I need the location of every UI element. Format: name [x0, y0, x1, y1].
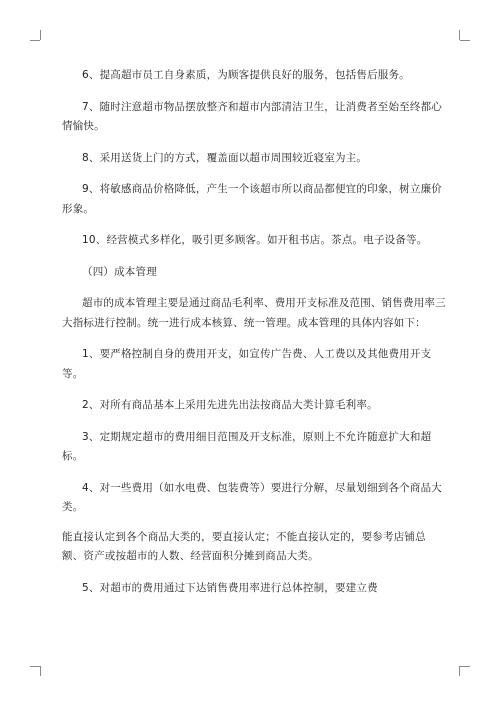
crop-mark-top-left-h [30, 40, 40, 41]
paragraph-item-8: 8、采用送货上门的方式，覆盖面以超市周围较近寝室为主。 [82, 151, 368, 164]
paragraph-item-7: 7、随时注意超市物品摆放整齐和超市内部清洁卫生，让消费者至始至终都心情愉快。 [62, 100, 442, 132]
paragraph-cost-item-2: 2、对所有商品基本上采用先进先出法按商品大类计算毛利率。 [82, 399, 378, 411]
paragraph-cost-item-3: 3、定期规定超市的费用细目范围及开支标准，原则上不允许随意扩大和超标。 [62, 430, 432, 462]
paragraph-cost-item-1: 1、要严格控制自身的费用开支，如宣传广告费、人工费以及其他费用开支等。 [62, 348, 432, 380]
paragraph-cost-management-intro: 超市的成本管理主要是通过商品毛利率、费用开支标准及范围、销售费用率三大指标进行控制。统一进行成本核算、统一管理。成本管理的具体内容如下： [62, 297, 446, 329]
crop-mark-top-right-h [460, 40, 470, 41]
paragraph-item-10: 10、经营模式多样化，吸引更多顾客。如开租书店。茶点。电子设备等。 [82, 234, 428, 246]
crop-mark-bottom-right-h [460, 666, 470, 667]
crop-mark-bottom-right-v [459, 666, 460, 676]
crop-mark-top-right-v [459, 30, 460, 40]
paragraph-item-6: 6、提高超市员工自身素质，为顾客提供良好的服务，包括售后服务。 [82, 69, 410, 81]
paragraph-cost-item-4-continued: 能直接认定到各个商品大类的，要直接认定；不能直接认定的，要参考店铺总额、资产或按超市的人数、经营面积分摊到商品大类。 [62, 530, 426, 562]
paragraph-cost-item-5: 5、对超市的费用通过下达销售费用率进行总体控制，要建立费 [82, 581, 378, 594]
paragraph-item-9: 9、将敏感商品价格降低，产生一个该超市所以商品都便宜的印象，树立廉价形象。 [62, 183, 442, 215]
crop-mark-bottom-left-h [30, 666, 40, 667]
crop-mark-top-left-v [40, 30, 41, 40]
crop-mark-bottom-left-v [40, 666, 41, 676]
paragraph-cost-item-4: 4、对一些费用（如水电费、包装费等）要进行分解，尽量划细到各个商品大类。 [62, 481, 442, 513]
document-body [62, 66, 447, 610]
section-heading-cost-management: （四）成本管理 [82, 265, 157, 278]
